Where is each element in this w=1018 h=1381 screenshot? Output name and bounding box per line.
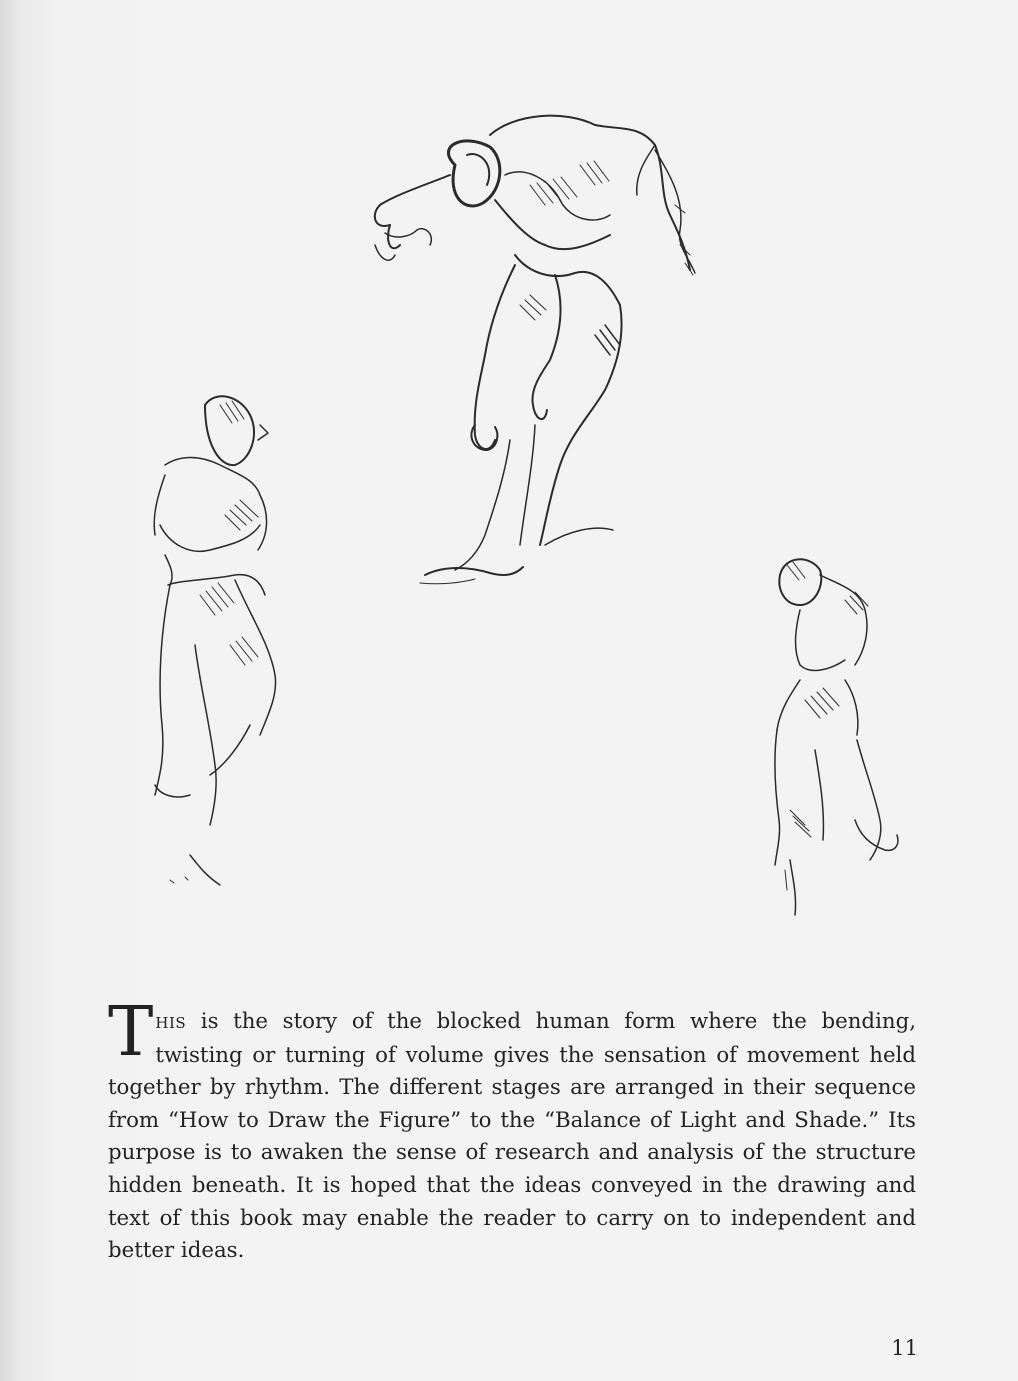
drop-cap: T [108,993,154,1072]
standing-figure-sketch-left [140,385,290,895]
striding-figure-sketch [355,105,705,595]
intro-small-caps: HIS [155,1014,187,1032]
standing-figure-sketch-right [765,550,915,920]
intro-body-text: is the story of the blocked human form where the bending, twisting or turning of volume gives the sensation of movement held together by rhythm. The different stages are arranged in their sequence from “How to Draw the Figure” to the “Balance of Light and Shade.” Its purpose is to awaken the sense of research and analysis of the structure hidden beneath. It is hoped that the ideas conveyed in the drawing and text of this book may enable the reader to carry on to independent and better ideas. [108,1009,916,1264]
intro-paragraph [108,993,916,1268]
page-number: 11 [891,1336,918,1360]
